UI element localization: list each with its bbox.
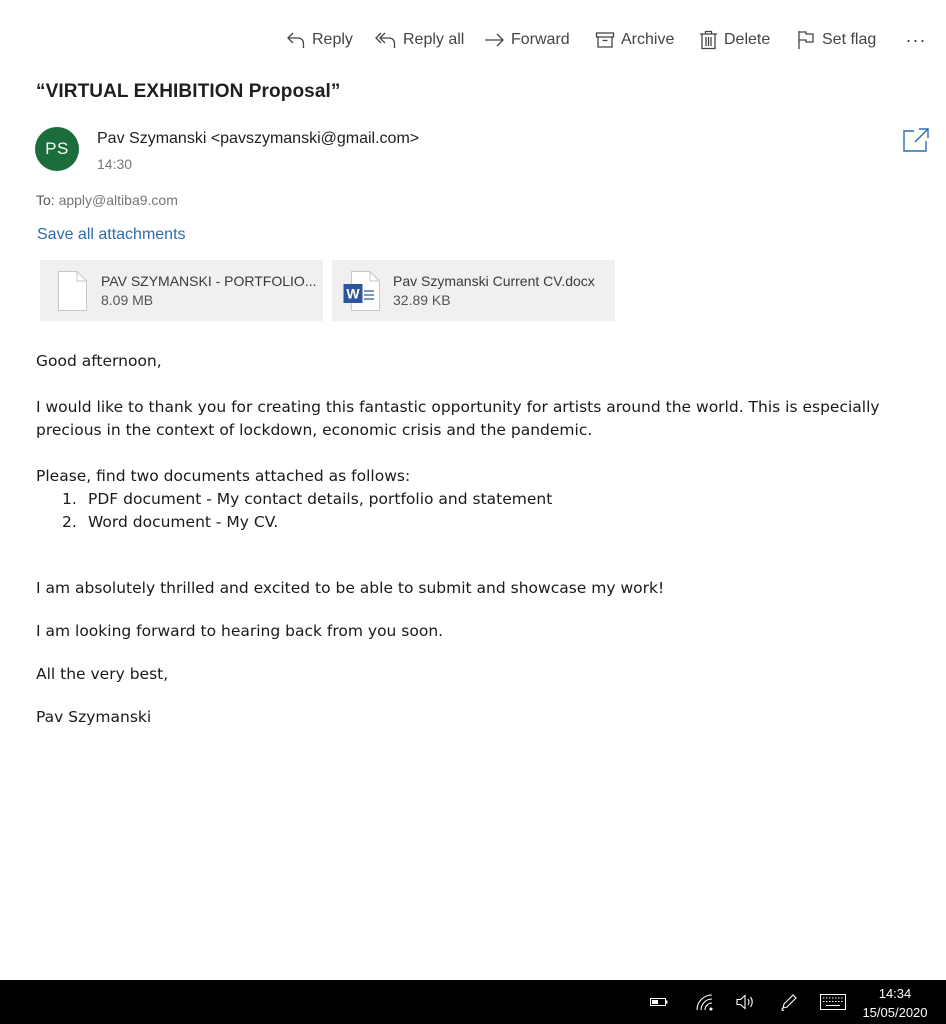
attachment-name: PAV SZYMANSKI - PORTFOLIO... xyxy=(101,273,317,289)
taskbar-clock[interactable] xyxy=(850,984,940,1022)
reply-label: Reply xyxy=(312,31,353,48)
word-doc-icon xyxy=(343,271,381,311)
closing: All the very best, xyxy=(36,665,169,683)
list-item-text: PDF document - My contact details, portfolio and statement xyxy=(88,490,553,508)
list-number: 1. xyxy=(62,490,77,508)
paragraph-line: precious in the context of lockdown, economic crisis and the pandemic. xyxy=(36,421,593,439)
open-in-new-window-button[interactable] xyxy=(902,127,930,153)
avatar-initials: PS xyxy=(45,139,69,158)
delete-label: Delete xyxy=(724,31,771,48)
avatar[interactable] xyxy=(35,127,79,171)
message-body xyxy=(36,350,916,729)
pen-icon[interactable] xyxy=(780,992,798,1012)
more-options-button[interactable]: ··· xyxy=(905,29,927,50)
to-label: To: xyxy=(36,192,55,208)
recipient-line xyxy=(36,192,178,208)
attachment-size: 32.89 KB xyxy=(393,292,451,308)
forward-label: Forward xyxy=(511,31,570,48)
signature: Pav Szymanski xyxy=(36,708,152,726)
set-flag-label: Set flag xyxy=(822,31,877,48)
list-item xyxy=(36,488,916,511)
archive-box-icon xyxy=(595,30,615,50)
reply-all-label: Reply all xyxy=(403,31,465,48)
clock-date: 15/05/2020 xyxy=(862,1005,928,1020)
paragraph-line: I would like to thank you for creating this fantastic opportunity for artists around the world. This is especially xyxy=(36,398,880,416)
reply-all-icon xyxy=(375,30,397,50)
flag-icon xyxy=(797,30,816,50)
archive-label: Archive xyxy=(621,31,675,48)
list-item-text: Word document - My CV. xyxy=(88,513,279,531)
command-bar xyxy=(0,26,946,54)
email-subject: “VIRTUAL EXHIBITION Proposal” xyxy=(36,81,341,102)
paragraph: Please, find two documents attached as follows: xyxy=(36,467,411,485)
recipient-address[interactable]: apply@altiba9.com xyxy=(58,192,178,208)
archive-button[interactable] xyxy=(595,26,674,54)
list-item xyxy=(36,511,916,534)
clock-time: 14:34 xyxy=(878,986,912,1001)
svg-text:W: W xyxy=(346,285,360,302)
forward-arrow-icon xyxy=(484,30,505,50)
paragraph: I am absolutely thrilled and excited to be able to submit and showcase my work! xyxy=(36,579,665,597)
set-flag-button[interactable] xyxy=(797,26,876,54)
volume-icon[interactable] xyxy=(736,992,756,1012)
paragraph: I am looking forward to hearing back from you soon. xyxy=(36,622,444,640)
sent-time: 14:30 xyxy=(97,156,133,172)
reply-all-button[interactable] xyxy=(375,26,464,54)
forward-button[interactable] xyxy=(484,26,570,54)
delete-button[interactable] xyxy=(699,26,770,54)
attachment-name: Pav Szymanski Current CV.docx xyxy=(393,273,595,289)
wifi-icon[interactable] xyxy=(695,992,713,1012)
keyboard-icon[interactable] xyxy=(820,992,846,1012)
attachment-card[interactable] xyxy=(40,260,323,321)
battery-icon[interactable] xyxy=(650,992,668,1012)
attachment-card[interactable] xyxy=(332,260,615,321)
popout-icon xyxy=(902,127,930,153)
sender-name[interactable]: Pav Szymanski <pavszymanski@gmail.com> xyxy=(97,130,420,147)
reply-button[interactable] xyxy=(286,26,353,54)
list-number: 2. xyxy=(62,513,77,531)
save-all-attachments-link[interactable]: Save all attachments xyxy=(37,226,186,243)
attachment-size: 8.09 MB xyxy=(101,292,154,308)
blank-file-icon xyxy=(56,271,88,311)
reply-icon xyxy=(286,30,306,50)
greeting: Good afternoon, xyxy=(36,352,162,370)
attachment-list xyxy=(36,488,916,534)
trash-icon xyxy=(699,30,718,50)
taskbar xyxy=(0,980,946,1024)
